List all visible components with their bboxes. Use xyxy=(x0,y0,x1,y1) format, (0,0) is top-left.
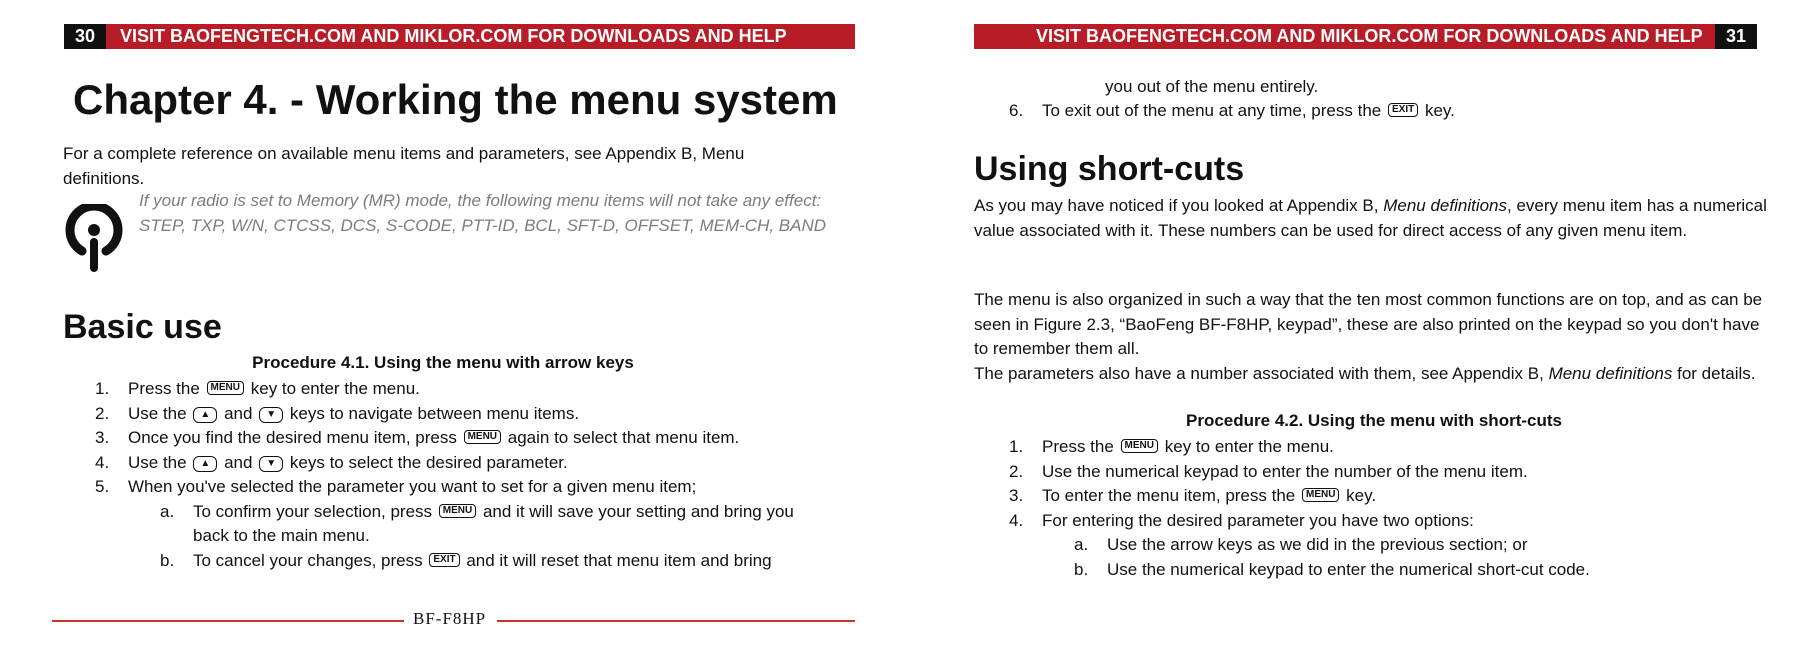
right-page xyxy=(907,0,1814,646)
procedure-title: Procedure 4.1. Using the menu with arrow keys xyxy=(252,353,634,372)
list-item: b. To cancel your changes, press EXIT and it will reset that menu item and bring xyxy=(160,550,772,570)
info-icon xyxy=(64,204,124,274)
footer-rule xyxy=(52,620,404,622)
list-item: 2. Use the numerical keypad to enter the number of the menu item. xyxy=(1009,461,1528,481)
list-item: 3. To enter the menu item, press the MENU key. xyxy=(1009,486,1377,505)
paragraph: As you may have noticed if you looked at Appendix B, Menu definitions, every menu item has a numerical value associated with it. These numbers can be used for direct access of any given menu item. xyxy=(974,196,1767,240)
list-item: 4. Use the ▲ and ▼ keys to select the desired parameter. xyxy=(95,452,568,472)
list-item: 2. Use the ▲ and ▼ keys to navigate between menu items. xyxy=(95,403,580,423)
menu-key-icon: MENU xyxy=(1121,439,1158,453)
paragraph: The parameters also have a number associated with them, see Appendix B, Menu definitions for details. xyxy=(974,364,1756,383)
exit-key-icon: EXIT xyxy=(1388,103,1418,117)
list-item: 4. For entering the desired parameter you have two options: a. Use the arrow keys as we did in the previous section; or b. Use the numerical keypad to enter the numerical short-cut code. xyxy=(1009,509,1729,583)
list-item: 1. Press the MENU key to enter the menu. xyxy=(95,379,420,398)
procedure-steps xyxy=(1009,99,1709,124)
up-arrow-key-icon: ▲ xyxy=(193,407,217,423)
exit-key-icon: EXIT xyxy=(429,553,459,567)
list-item: a. Use the arrow keys as we did in the previous section; or xyxy=(1074,535,1528,554)
section-title: Basic use xyxy=(63,308,222,346)
down-arrow-key-icon: ▼ xyxy=(259,407,283,423)
list-item: 1. Press the MENU key to enter the menu. xyxy=(1009,437,1334,456)
footer-rule xyxy=(497,620,855,622)
list-item: a. To confirm your selection, press MENU and it will save your setting and bring you back to the main menu. xyxy=(160,501,794,545)
menu-key-icon: MENU xyxy=(1302,488,1339,502)
note-text: If your radio is set to Memory (MR) mode, the following menu items will not take any effect: STEP, TXP, W/N, CTCSS, DCS, S-CODE, PTT-ID, BCL, SFT-D, OFFSET, MEM-CH, BAND xyxy=(139,191,827,235)
down-arrow-key-icon: ▼ xyxy=(259,456,283,472)
list-item: b. Use the numerical keypad to enter the numerical short-cut code. xyxy=(1074,559,1590,579)
menu-key-icon: MENU xyxy=(207,381,244,395)
footer-model: BF-F8HP xyxy=(413,609,487,628)
list-item: 3. Once you find the desired menu item, press MENU again to select that menu item. xyxy=(95,428,740,447)
header-banner: VISIT BAOFENGTECH.COM AND MIKLOR.COM FOR DOWNLOADS AND HELP xyxy=(106,24,855,49)
paragraph: The menu is also organized in such a way that the ten most common functions are on top, and as can be seen in Figure 2.3, “BaoFeng BF-F8HP, keypad”, these are also printed on the keypad so you don't have to remember them all. xyxy=(974,290,1763,358)
header-banner: VISIT BAOFENGTECH.COM AND MIKLOR.COM FOR DOWNLOADS AND HELP xyxy=(974,24,1715,49)
procedure-steps xyxy=(1009,435,1729,582)
intro-paragraph: For a complete reference on available menu items and parameters, see Appendix B, Menu definitions. xyxy=(63,144,745,188)
menu-key-icon: MENU xyxy=(439,504,476,518)
page-number: 30 xyxy=(64,24,106,49)
sub-steps xyxy=(160,500,875,574)
sub-steps xyxy=(1074,533,1729,582)
section-title: Using short-cuts xyxy=(974,150,1245,188)
menu-key-icon: MENU xyxy=(464,430,501,444)
up-arrow-key-icon: ▲ xyxy=(193,456,217,472)
procedure-steps xyxy=(95,377,875,573)
procedure-title: Procedure 4.2. Using the menu with short-cuts xyxy=(1186,411,1562,430)
page-number: 31 xyxy=(1715,24,1757,49)
chapter-title: Chapter 4. - Working the menu system xyxy=(73,76,838,123)
continued-text: you out of the menu entirely. xyxy=(1105,77,1319,96)
list-item: 5. When you've selected the parameter you want to set for a given menu item; a. To confirm your selection, press MENU and it will save your setting and bring you back to the main menu. b. To cancel your changes, press EXIT and it will reset that menu item and bring xyxy=(95,475,875,573)
list-item: 6. To exit out of the menu at any time, press the EXIT key. xyxy=(1009,101,1455,120)
